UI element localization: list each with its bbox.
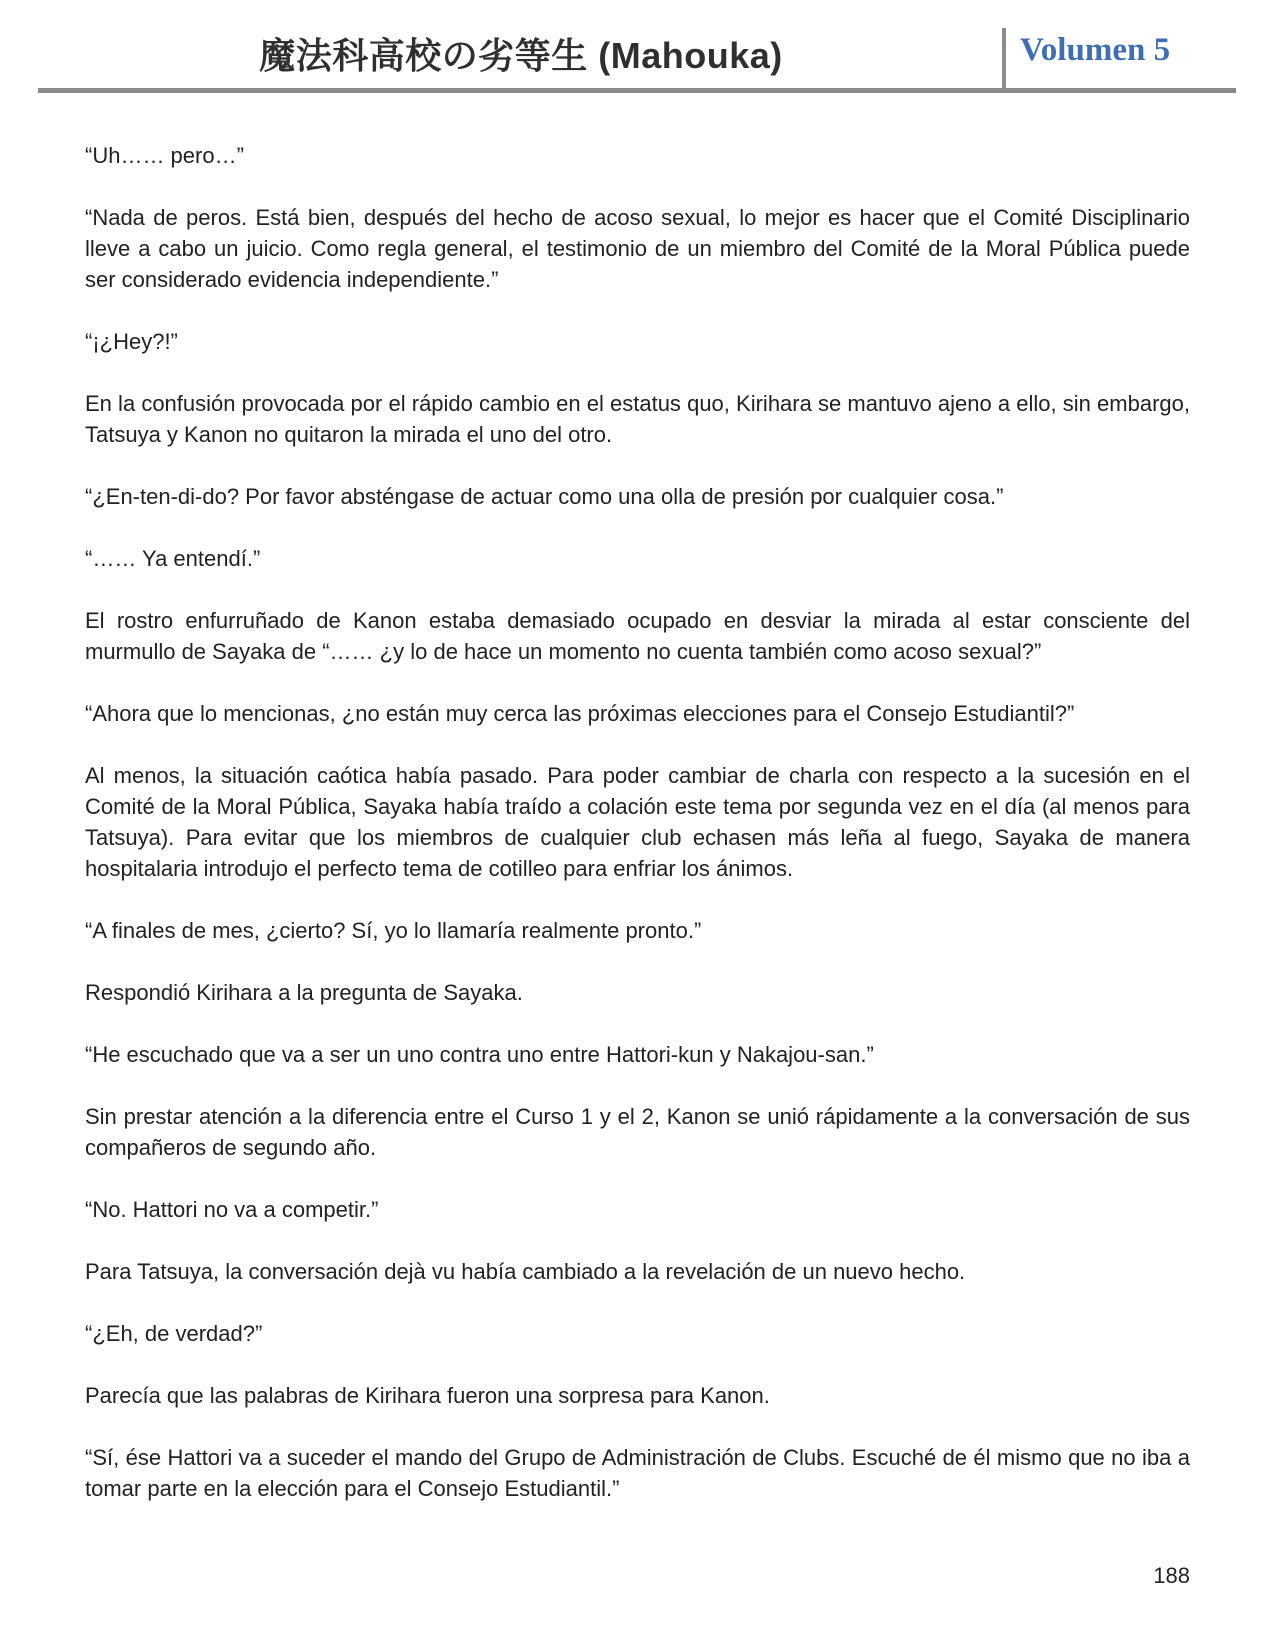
paragraph: “…… Ya entendí.”	[85, 546, 261, 571]
paragraph: “Ahora que lo mencionas, ¿no están muy cerca las próximas elecciones para el Consejo Estudiantil?”	[85, 701, 1075, 726]
paragraph: “¿En-ten-di-do? Por favor absténgase de actuar como una olla de presión por cualquier cosa.”	[85, 484, 1004, 509]
paragraph: Parecía que las palabras de Kirihara fueron una sorpresa para Kanon.	[85, 1383, 770, 1408]
paragraph: “No. Hattori no va a competir.”	[85, 1197, 379, 1222]
header-rule	[38, 88, 1236, 93]
paragraph: En la confusión provocada por el rápido cambio en el estatus quo, Kirihara se mantuvo ajeno a ello, sin embargo, Tatsuya y Kanon no quitaron la mirada el uno del otro.	[85, 391, 1190, 447]
paragraph: “A finales de mes, ¿cierto? Sí, yo lo llamaría realmente pronto.”	[85, 918, 702, 943]
paragraph: Sin prestar atención a la diferencia entre el Curso 1 y el 2, Kanon se unió rápidamente a la conversación de sus compañeros de segundo año.	[85, 1104, 1190, 1160]
body-text	[85, 140, 1190, 1535]
paragraph: Respondió Kirihara a la pregunta de Sayaka.	[85, 980, 523, 1005]
paragraph: “Sí, ése Hattori va a suceder el mando del Grupo de Administración de Clubs. Escuché de él mismo que no iba a tomar parte en la elección para el Consejo Estudiantil.”	[85, 1445, 1190, 1501]
paragraph: “He escuchado que va a ser un uno contra uno entre Hattori-kun y Nakajou-san.”	[85, 1042, 874, 1067]
page-title: 魔法科高校の劣等生 (Mahouka)	[259, 35, 783, 76]
paragraph: “Nada de peros. Está bien, después del hecho de acoso sexual, lo mejor es hacer que el Comité Disciplinario lleve a cabo un juicio. Como regla general, el testimonio de un miembro del Comité de la Moral Pública puede ser considerado evidencia independiente.”	[85, 205, 1190, 292]
paragraph: “¿Eh, de verdad?”	[85, 1321, 263, 1346]
paragraph: “Uh…… pero…”	[85, 143, 244, 168]
volume-label: Volumen 5	[1020, 32, 1171, 68]
paragraph: Para Tatsuya, la conversación dejà vu había cambiado a la revelación de un nuevo hecho.	[85, 1259, 966, 1284]
header-divider	[1002, 28, 1006, 90]
page-number: 188	[1153, 1563, 1190, 1588]
paragraph: “¡¿Hey?!”	[85, 329, 178, 354]
paragraph: Al menos, la situación caótica había pasado. Para poder cambiar de charla con respecto a la sucesión en el Comité de la Moral Pública, Sayaka había traído a colación este tema por segunda vez en el día (al menos para Tatsuya). Para evitar que los miembros de cualquier club echasen más leña al fuego, Sayaka de manera hospitalaria introdujo el perfecto tema de cotilleo para enfriar los ánimos.	[85, 763, 1190, 881]
paragraph: El rostro enfurruñado de Kanon estaba demasiado ocupado en desviar la mirada al estar consciente del murmullo de Sayaka de “…… ¿y lo de hace un momento no cuenta también como acoso sexual?”	[85, 608, 1190, 664]
